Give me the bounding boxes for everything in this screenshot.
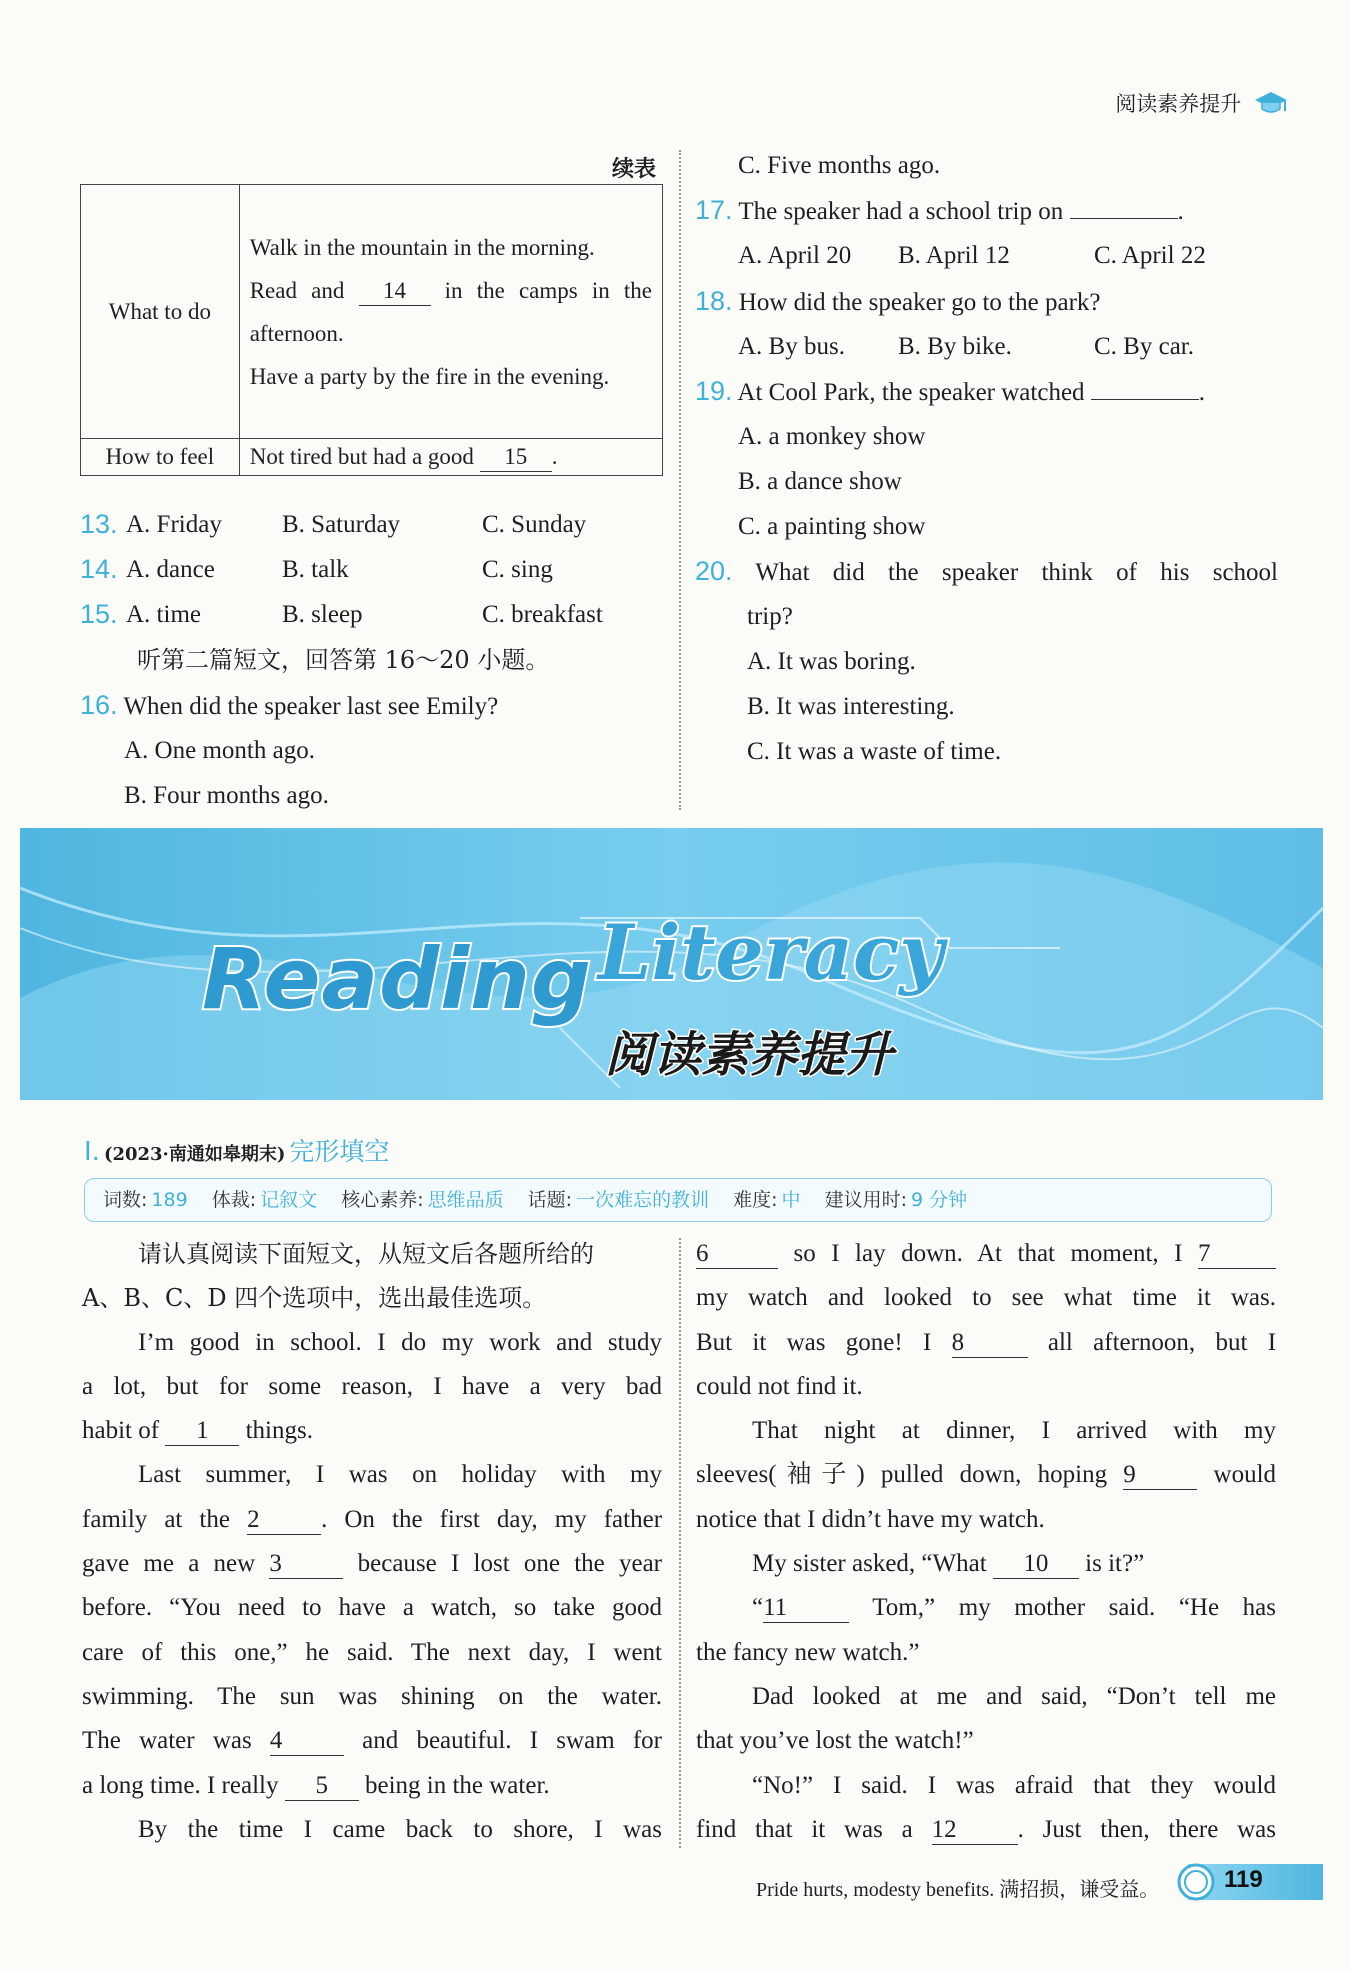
passage-right xyxy=(696,1232,1276,1852)
text-line: family at the 2 . On the first day, my father xyxy=(82,1505,663,1533)
option[interactable]: A. Friday xyxy=(126,511,222,538)
blank-2[interactable]: 2 xyxy=(247,1506,321,1535)
question-18: 18. How did the speaker go to the park? xyxy=(695,286,1101,316)
section-header xyxy=(1115,88,1288,118)
option[interactable]: C. a painting show xyxy=(738,513,926,540)
info-value: 记叙文 xyxy=(260,1189,318,1211)
blank-10[interactable]: 10 xyxy=(993,1550,1079,1579)
text-line: 6 so I lay down. At that moment, I 7 xyxy=(696,1232,1276,1276)
blank-1[interactable]: 1 xyxy=(165,1417,239,1446)
passage-info-bar xyxy=(84,1178,1272,1222)
answer-blank[interactable] xyxy=(1070,218,1178,219)
part-number: Ⅰ. xyxy=(84,1137,100,1167)
option[interactable]: B. Four months ago. xyxy=(124,782,329,809)
question-20: 20. What did the speaker think of his school xyxy=(695,556,1278,586)
info-value: 9 分钟 xyxy=(911,1189,968,1211)
option[interactable]: B. By bike. xyxy=(898,333,1012,360)
question-15: 15. A. time B. sleep C. breakfast xyxy=(80,592,660,638)
option[interactable]: C. By car. xyxy=(1094,333,1194,360)
info-label: 词数: xyxy=(103,1189,148,1211)
text-line: Last summer, I was on holiday with my xyxy=(138,1461,662,1489)
text-line: By the time I came back to shore, I was xyxy=(138,1815,662,1843)
blank-15: 15 xyxy=(480,443,552,472)
column-divider xyxy=(679,150,681,810)
option[interactable]: C. It was a waste of time. xyxy=(747,738,1002,765)
table-cell xyxy=(239,185,662,439)
question-18-options xyxy=(738,324,1298,369)
option[interactable]: B. April 12 xyxy=(898,242,1010,269)
text-line: my watch and looked to see what time it was. xyxy=(696,1284,1276,1312)
info-value: 189 xyxy=(151,1189,188,1211)
blank-11[interactable]: 11 xyxy=(763,1594,849,1623)
page-ring-icon xyxy=(1176,1862,1216,1902)
info-value: 思维品质 xyxy=(427,1189,504,1211)
reading-literacy-banner xyxy=(20,828,1323,1100)
blank-9[interactable]: 9 xyxy=(1123,1461,1197,1490)
option[interactable]: C. sing xyxy=(482,556,553,583)
section2-instruction: 听第二篇短文，回答第 16～20 小题。 xyxy=(137,646,550,674)
table-line: Read and 14 in the camps in the afternoon. xyxy=(249,277,652,346)
info-label: 核心素养: xyxy=(341,1189,424,1211)
info-label: 建议用时: xyxy=(824,1189,907,1211)
option[interactable]: B. It was interesting. xyxy=(747,693,955,720)
blank-8[interactable]: 8 xyxy=(952,1329,1028,1358)
option[interactable]: B. sleep xyxy=(282,601,363,628)
question-19: 19. At Cool Park, the speaker watched . xyxy=(695,376,1206,406)
blank-7[interactable]: 7 xyxy=(1198,1240,1276,1269)
text-line: notice that I didn’t have my watch. xyxy=(696,1505,1045,1533)
page-number: 119 xyxy=(1224,1866,1263,1893)
option[interactable]: A. It was boring. xyxy=(747,648,916,675)
text-line: But it was gone! I 8 all afternoon, but I xyxy=(696,1328,1277,1356)
table-cell: Not tired but had a good 15 . xyxy=(239,439,662,476)
table-line: Have a party by the fire in the evening. xyxy=(249,363,610,389)
option[interactable]: A. dance xyxy=(126,556,215,583)
blank-6[interactable]: 6 xyxy=(696,1240,778,1269)
column-divider xyxy=(679,1238,681,1848)
info-label: 体裁: xyxy=(211,1189,257,1211)
option[interactable]: C. April 22 xyxy=(1094,242,1206,269)
text-line: a long time. I really 5 being in the water. xyxy=(82,1771,550,1799)
text-line: My sister asked, “What 10 is it?” xyxy=(752,1550,1145,1578)
option[interactable]: C. Five months ago. xyxy=(738,152,941,179)
question-17-options xyxy=(738,233,1298,278)
blank-5[interactable]: 5 xyxy=(285,1772,359,1801)
graduation-cap-icon xyxy=(1254,90,1288,116)
option[interactable]: A. a monkey show xyxy=(738,423,926,450)
table-label: How to feel xyxy=(81,439,240,476)
question-14: 14. A. dance B. talk C. sing xyxy=(80,547,660,593)
table-row xyxy=(81,439,663,476)
text-line: sleeves(袖子) pulled down, hoping 9 would xyxy=(696,1461,1277,1489)
blank-3[interactable]: 3 xyxy=(269,1550,343,1579)
instruction-line: 请认真阅读下面短文，从短文后各题所给的 xyxy=(138,1240,594,1268)
text-line: before. “You need to have a watch, so take good xyxy=(82,1594,662,1622)
text-line: could not find it. xyxy=(696,1372,863,1400)
table-label: What to do xyxy=(81,185,240,439)
info-label: 话题: xyxy=(527,1189,573,1211)
banner-subtitle: 阅读素养提升 xyxy=(605,1027,894,1083)
text-line: find that it was a 12 . Just then, there was xyxy=(696,1815,1276,1843)
table-caption: 续表 xyxy=(612,156,657,181)
text-line: I’m good in school. I do my work and study xyxy=(138,1328,662,1356)
question-20-cont: trip? xyxy=(747,603,793,630)
info-label: 难度: xyxy=(733,1189,778,1211)
text-line: swimming. The sun was shining on the water. xyxy=(82,1682,662,1710)
text-line: a lot, but for some reason, I have a very bad xyxy=(82,1372,662,1400)
question-13: 13. A. Friday B. Saturday C. Sunday xyxy=(80,502,660,548)
text-line: the fancy new watch.” xyxy=(696,1638,920,1666)
text-line: gave me a new 3 because I lost one the year xyxy=(82,1550,663,1578)
part-source: (2023·南通如皋期末) xyxy=(103,1144,286,1165)
page-number-tab xyxy=(1188,1864,1323,1900)
text-line: that you’ve lost the watch!” xyxy=(696,1727,974,1755)
text-line: Dad looked at me and said, “Don’t tell me xyxy=(752,1682,1276,1710)
text-line: “No!” I said. I was afraid that they would xyxy=(752,1771,1276,1799)
option[interactable]: A. time xyxy=(126,601,201,628)
blank-14: 14 xyxy=(359,277,431,306)
answer-blank[interactable] xyxy=(1091,399,1199,400)
part-type: 完形填空 xyxy=(289,1137,390,1166)
blank-12[interactable]: 12 xyxy=(932,1816,1018,1845)
text-line: habit of 1 things. xyxy=(82,1417,313,1445)
option[interactable]: A. By bus. xyxy=(738,333,845,360)
text-line: That night at dinner, I arrived with my xyxy=(752,1417,1276,1445)
info-value: 中 xyxy=(781,1189,801,1211)
table-line: Walk in the mountain in the morning. xyxy=(249,234,595,260)
option[interactable]: B. talk xyxy=(282,556,349,583)
option[interactable]: A. April 20 xyxy=(738,242,852,269)
instruction-line: A、B、C、D 四个选项中，选出最佳选项。 xyxy=(82,1284,547,1313)
option[interactable]: A. One month ago. xyxy=(124,737,315,764)
option[interactable]: B. a dance show xyxy=(738,468,902,495)
table-row xyxy=(81,185,663,439)
footer-proverb: Pride hurts, modesty benefits. 满招损，谦受益。 xyxy=(756,1879,1160,1901)
info-value: 一次难忘的教训 xyxy=(576,1189,710,1211)
blank-4[interactable]: 4 xyxy=(270,1727,344,1756)
option[interactable]: B. Saturday xyxy=(282,511,401,538)
question-16: 16. When did the speaker last see Emily? xyxy=(80,690,499,720)
option[interactable]: C. breakfast xyxy=(482,601,603,628)
text-line: care of this one,” he said. The next day, I went xyxy=(82,1638,662,1666)
question-17: 17. The speaker had a school trip on . xyxy=(695,195,1184,225)
passage-left xyxy=(82,1232,662,1852)
section-title: 阅读素养提升 xyxy=(1115,92,1242,116)
part-heading xyxy=(84,1132,389,1168)
text-line: “11 Tom,” my mother said. “He has xyxy=(752,1594,1276,1622)
text-line: The water was 4 and beautiful. I swam for xyxy=(82,1727,663,1755)
banner-word-literacy: Literacy xyxy=(598,908,944,997)
info-table xyxy=(80,184,663,476)
banner-word-reading: Reading xyxy=(202,930,593,1028)
option[interactable]: C. Sunday xyxy=(482,511,587,538)
